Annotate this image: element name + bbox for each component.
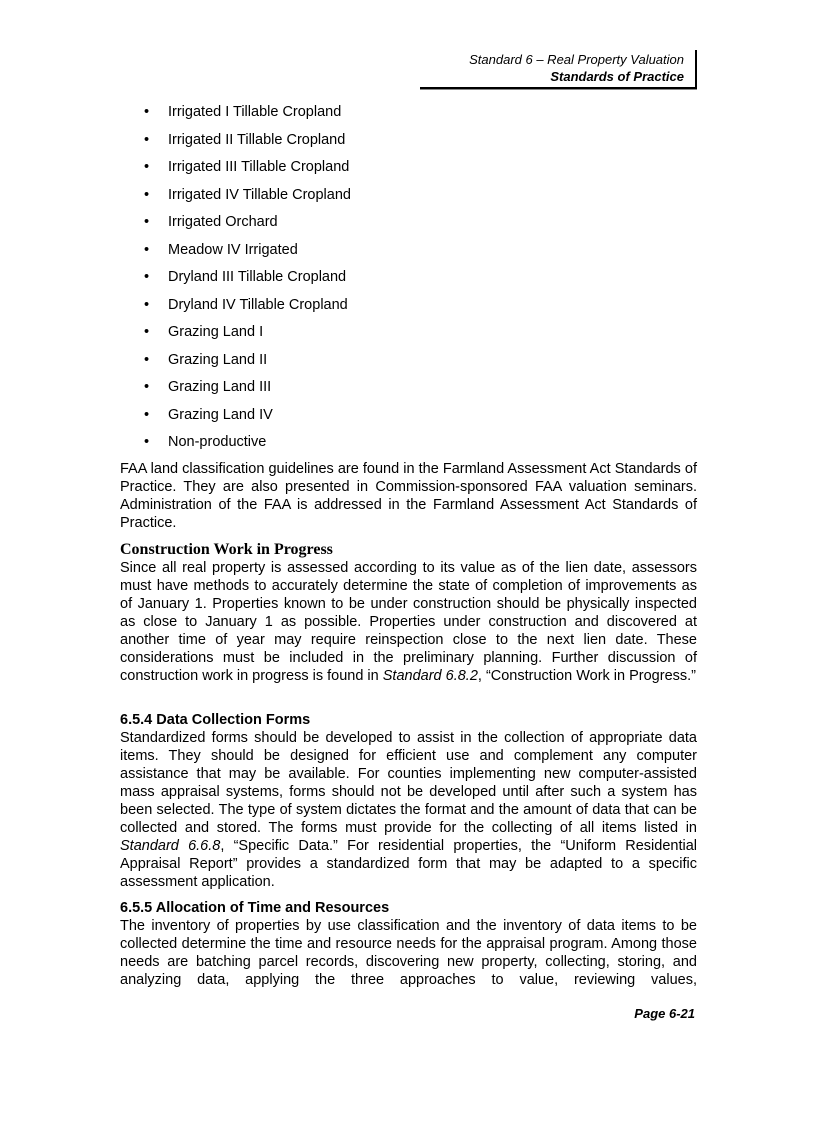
list-item xyxy=(120,212,351,240)
list-item xyxy=(120,295,351,323)
list-item-label: Irrigated II Tillable Cropland xyxy=(168,131,346,148)
list-item xyxy=(120,267,351,295)
page-number: Page 6-21 xyxy=(634,1006,695,1021)
bullet-icon: • xyxy=(144,296,150,313)
paragraph xyxy=(120,729,697,891)
list-item-label: Grazing Land I xyxy=(168,324,264,340)
list-item xyxy=(120,405,351,433)
list-item xyxy=(120,377,351,405)
list-item-label: Grazing Land II xyxy=(168,351,268,368)
text: Since all real property is assessed according to its value as of the lien date, assessors must have methods to accurately determine the state of completion of improvements as of January 1. Properties known to be under construction should be physically inspected as close to January 1 as possible. Properties under construction and discovered at another time of year may require reinspection close to the next lien date. These considerations must be included in the preliminary planning. Further discussion of construction work in progress is found in xyxy=(120,560,697,684)
text: Standardized forms should be developed to assist in the collection of appropriate data items. They should be designed for efficient use and complement any computer assistance that may be available. For counties implementing new computer-assisted mass appraisal systems, forms should not be developed until after such a system has been selected. The type of system dictates the format and the amount of data that can be collected and stored. The forms must provide for the collecting of all items listed in xyxy=(120,730,697,836)
bullet-icon: • xyxy=(144,104,150,120)
bullet-icon: • xyxy=(144,379,150,395)
list-item-label: Irrigated I Tillable Cropland xyxy=(168,104,342,120)
list-item-label: Grazing Land III xyxy=(168,379,272,395)
section-heading: Construction Work in Progress xyxy=(120,541,333,558)
list-item-label: Non-productive xyxy=(168,434,267,450)
list-item-label: Irrigated IV Tillable Cropland xyxy=(168,186,351,203)
bullet-icon: • xyxy=(144,269,150,285)
bullet-icon: • xyxy=(144,186,150,203)
section-data-collection-forms xyxy=(120,711,697,891)
list-item-label: Meadow IV Irrigated xyxy=(168,241,298,258)
section-heading: 6.5.4 Data Collection Forms xyxy=(120,712,311,728)
list-item xyxy=(120,185,351,213)
running-header xyxy=(469,51,684,85)
list-item-label: Irrigated Orchard xyxy=(168,214,278,230)
standard-reference: Standard 6.6.8 xyxy=(120,838,221,854)
list-item-label: Dryland III Tillable Cropland xyxy=(168,269,347,285)
bullet-icon: • xyxy=(144,214,150,230)
list-item-label: Irrigated III Tillable Cropland xyxy=(168,159,350,175)
faa-paragraph xyxy=(120,460,697,532)
list-item xyxy=(120,240,351,268)
standard-reference: Standard 6.8.2 xyxy=(382,668,478,684)
bullet-icon: • xyxy=(144,131,150,148)
paragraph xyxy=(120,559,697,685)
list-item xyxy=(120,322,351,350)
section-allocation-time-resources xyxy=(120,899,697,989)
land-class-list xyxy=(120,102,351,460)
text: , “Construction Work in Progress.” xyxy=(477,668,696,684)
list-item xyxy=(120,432,351,460)
bullet-icon: • xyxy=(144,406,150,423)
paragraph-text: FAA land classification guidelines are found in the Farmland Assessment Act Standards of Practice. They are also presented in Commission-sponsored FAA valuation seminars. Administration of the FAA is addressed in the Farmland Assessment Act Standards of Practice. xyxy=(120,461,697,531)
bullet-icon: • xyxy=(144,351,150,368)
section-cwip xyxy=(120,541,697,685)
paragraph: The inventory of properties by use classification and the inventory of data items to be collected determine the time and resource needs for the appraisal program. Among those needs are batching parcel records, discovering new property, collecting, storing, and analyzing data, applying the three approaches to value, reviewing values, xyxy=(120,918,697,988)
bullet-icon: • xyxy=(144,434,150,450)
list-item xyxy=(120,102,351,130)
list-item xyxy=(120,130,351,158)
bullet-icon: • xyxy=(144,324,150,340)
list-item xyxy=(120,157,351,185)
list-item-label: Dryland IV Tillable Cropland xyxy=(168,296,348,313)
header-rule-right xyxy=(695,50,697,89)
header-rule-bottom xyxy=(420,87,697,89)
header-title: Standard 6 – Real Property Valuation xyxy=(469,52,684,67)
section-heading: 6.5.5 Allocation of Time and Resources xyxy=(120,900,390,916)
list-item-label: Grazing Land IV xyxy=(168,406,273,423)
bullet-icon: • xyxy=(144,241,150,258)
bullet-icon: • xyxy=(144,159,150,175)
list-item xyxy=(120,350,351,378)
header-subtitle: Standards of Practice xyxy=(550,69,684,84)
text: , “Specific Data.” For residential properties, the “Uniform Residential Appraisal Report” provides a standardized form that may be adapted to a specific assessment application. xyxy=(120,838,697,890)
